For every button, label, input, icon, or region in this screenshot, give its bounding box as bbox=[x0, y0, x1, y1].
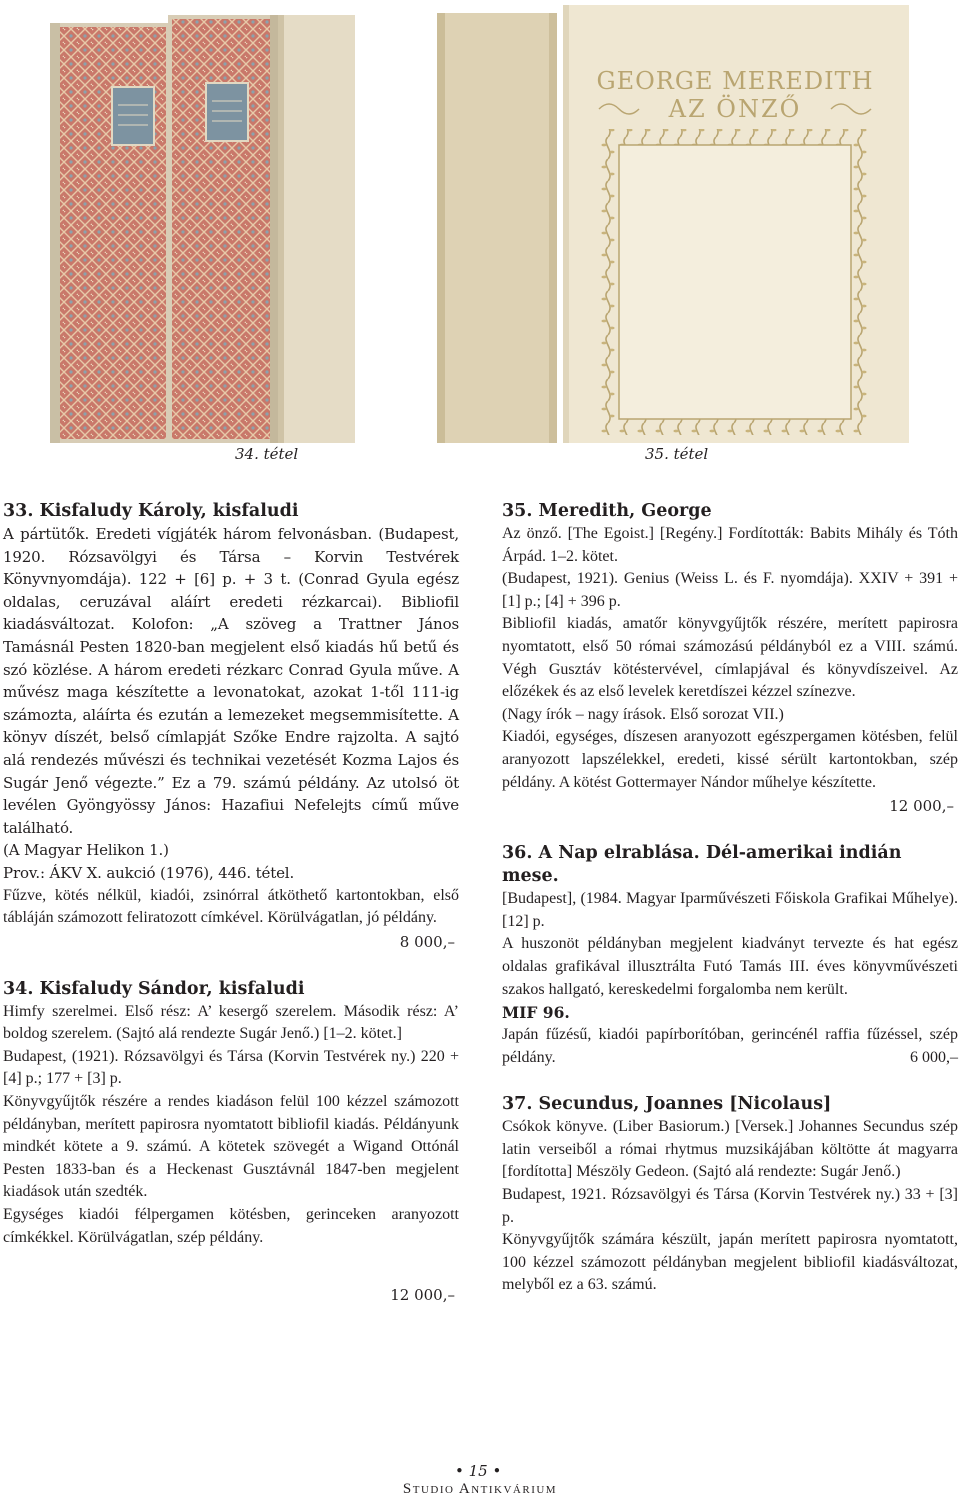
entry-reference: MIF 96. bbox=[502, 1003, 570, 1023]
entry-series: (Nagy írók – nagy írások. Első sorozat VII.) bbox=[502, 705, 784, 723]
entry-price: 12 000,– bbox=[390, 1286, 455, 1305]
entry-33 bbox=[3, 500, 459, 954]
book-cover-photo bbox=[437, 5, 909, 443]
entry-34 bbox=[3, 978, 459, 1308]
book-pair-photo bbox=[50, 15, 355, 443]
page-number: • 15 • bbox=[455, 1462, 502, 1480]
entry-price: 8 000,– bbox=[399, 932, 455, 951]
photo-caption-34: 34. tétel bbox=[235, 445, 299, 463]
entry-description: Az önző. [The Egoist.] [Regény.] Fordították: Babits Mihály és Tóth Árpád. 1–2. kötet. bbox=[502, 525, 958, 565]
entry-imprint: (Budapest, 1921). Genius (Weiss L. és F. nyomdája). XXIV + 391 + [1] p.; [4] + 396 p. bbox=[502, 570, 958, 610]
cover-title-work: AZ ÖNZŐ bbox=[668, 95, 802, 123]
entry-condition: Fűzve, kötés nélkül, kiadói, zsinórral átköthető kartontokban, első tábláján számozott feliratozott címkével. Körülvágatlan, jó példány. bbox=[3, 886, 459, 927]
entry-36 bbox=[502, 842, 958, 1069]
entry-provenance: Prov.: ÁKV X. aukció (1976), 446. tétel. bbox=[3, 863, 295, 882]
entry-notes: A huszonöt példányban megjelent kiadványt tervezte és hat egész oldalas grafikával illusztrálta Futó Tamás III. éves könyvművészeti szakos hallgató, kereskedelmi forgalomba nem került. bbox=[502, 935, 958, 998]
entry-description: Himfy szerelmei. Első rész: A’ kesergő szerelem. Második rész: A’ boldog szerelem. (Sajtó alá rendezte Sugár Jenő.) [1–2. kötet.] bbox=[3, 1002, 459, 1043]
entry-condition-text: Japán fűzésű, kiadói papírborítóban, gerincénél raffia fűzéssel, szép példány. bbox=[502, 1026, 958, 1066]
entry-description: Csókok könyve. (Liber Basiorum.) [Versek.] Johannes Secundus szép latin verseiből a római rhytmus muzsikájában költötte át magyarra [fordította] Mészöly Gedeon. (Sajtó alá rendezte: Sugár Jenő.) bbox=[502, 1118, 958, 1181]
publisher-brand: Studio Antikvárium bbox=[402, 1481, 558, 1497]
entry-notes: Könyvgyűjtők számára készült, japán merített papirosra nyomtatott, 100 kézzel számozott példányban megjelent bibliofil kiadásváltozat, melyből ez a 63. számú. bbox=[502, 1231, 958, 1294]
entry-price: 6 000,– bbox=[910, 1048, 958, 1066]
entry-title: 35. Meredith, George bbox=[502, 501, 712, 521]
entry-condition: Egységes kiadói félpergamen kötésben, gerinceken aranyozott címkékkel. Körülvágatlan, szép példány. bbox=[3, 1206, 459, 1246]
entry-notes: Bibliofil kiadás, amatőr könyvgyűjtők részére, merített papirosra nyomtatott, első 50 római számozású példányból ez a VIII. számú. Végh Gusztáv kötéstervével, címlapjával és könyvdíszeivel. Az előzékek és az első levelek keretdíszei kézzel színezve. bbox=[502, 615, 958, 701]
entry-imprint: Budapest, 1921. Rózsavölgyi és Társa (Korvin Testvérek ny.) 33 + [3] p. bbox=[502, 1186, 958, 1226]
cover-title-author: GEORGE MEREDITH bbox=[596, 67, 874, 95]
left-column bbox=[3, 500, 459, 1307]
entry-title: 36. A Nap elrablása. Dél-amerikai indián mese. bbox=[502, 843, 902, 887]
entry-condition bbox=[502, 1024, 958, 1069]
entry-imprint: Budapest, (1921). Rózsavölgyi és Társa (Korvin Testvérek ny.) 220 + [4] p.; 177 + [3] p. bbox=[3, 1047, 459, 1088]
entry-37 bbox=[502, 1093, 958, 1297]
entry-condition: Kiadói, egységes, díszesen aranyozott egészpergamen kötésben, felül aranyozott lapszélekkel, eredeti, kissé sérült kartontokban, szép példány. A kötést Gottermayer Nándor műhelye készítette. bbox=[502, 728, 958, 791]
entry-imprint: [Budapest], (1984. Magyar Iparművészeti Főiskola Grafikai Műhelye). [12] p. bbox=[502, 890, 958, 930]
photo-caption-35: 35. tétel bbox=[645, 445, 709, 463]
entry-description: A pártütők. Eredeti vígjáték három felvonásban. (Budapest, 1920. Rózsavölgyi és Társa – Korvin Testvérek Könyvnyomdája). 122 + [6] p. + 3 t. (Conrad Gyula egész oldalas, ceruzával aláírt eredeti rézkarcai). Bibliofil kiadásváltozat. Kolofon: „A szöveg a Trattner János Tamásnál Pesten 1820-ban megjelent első kiadás hű betű és szó közlése. A három eredeti rézkarc Conrad Gyula műve. A művész maga készítette a levonatokat, azokat 1-től 111-ig számozta, aláírta és ezután a lemezeket megsemmisítette. A könyv díszét, belső címlapját Szőke Endre rajzolta. A sajtó alá rendezés művészi és technikai vezetését Kozma Lajos és Sugár Jenő végezte.” Ez a 79. számú példány. Az utolsó öt levélen Gyöngyössy János: Hazafiui Nefelejts című műve található. bbox=[3, 525, 459, 837]
entry-title: 37. Secundus, Joannes [Nicolaus] bbox=[502, 1094, 832, 1115]
entry-notes: Könyvgyűjtők részére a rendes kiadáson felül 100 kézzel számozott példányban, merített papirosra nyomtatott bibliofil kiadás. Példányunk mindkét kötete a 9. számú. A kötetek szövegét a Wigand Ottónál Pesten 1833-ban és a Heckenast Gusztávnál 1847-ben megjelent kiadások után szedték. bbox=[3, 1093, 459, 1201]
entry-title: 34. Kisfaludy Sándor, kisfaludi bbox=[3, 978, 305, 999]
entry-series: (A Magyar Helikon 1.) bbox=[3, 841, 169, 860]
entry-35 bbox=[502, 500, 958, 818]
right-column bbox=[502, 500, 958, 1297]
entry-title: 33. Kisfaludy Károly, kisfaludi bbox=[3, 501, 299, 521]
entry-price: 12 000,– bbox=[889, 797, 954, 816]
